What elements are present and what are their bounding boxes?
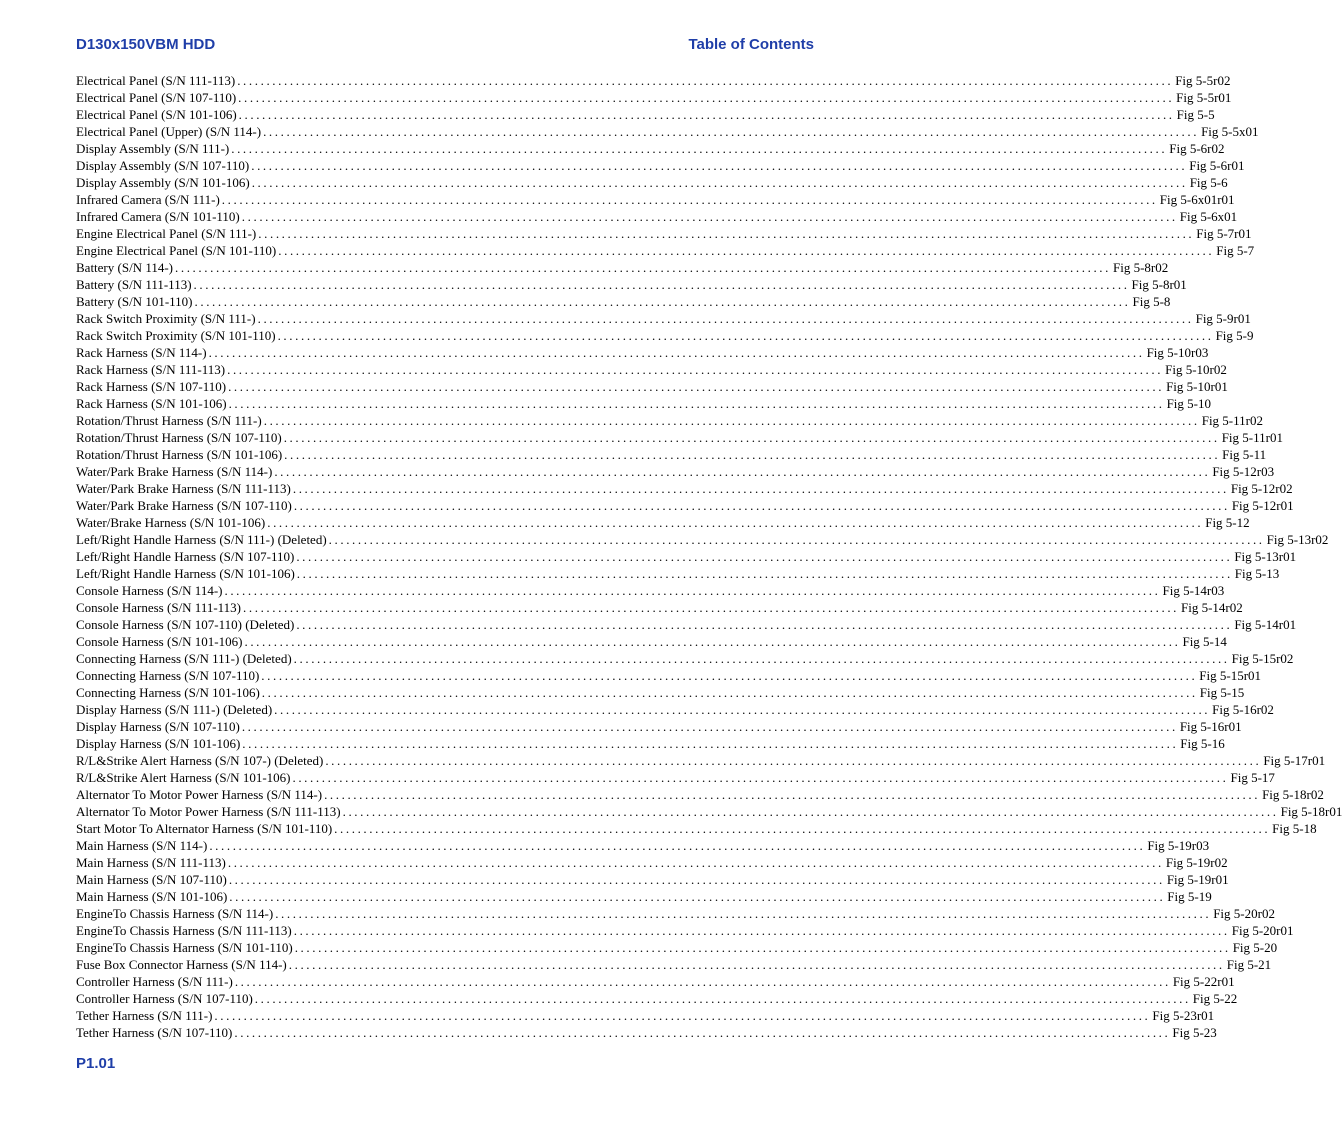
toc-entry[interactable] bbox=[76, 208, 1238, 225]
dot-leader: ................................................................................................................................................................ bbox=[263, 124, 1200, 139]
toc-entry-title: Controller Harness (S/N 107-110) bbox=[76, 991, 253, 1006]
toc-entry-figure-ref: Fig 5-19r01 bbox=[1166, 872, 1229, 887]
toc-entry-title: Battery (S/N 111-113) bbox=[76, 277, 192, 292]
toc-entry[interactable] bbox=[76, 157, 1245, 174]
toc-entry[interactable] bbox=[76, 429, 1283, 446]
toc-entry-figure-ref: Fig 5-17r01 bbox=[1263, 753, 1326, 768]
dot-leader: ................................................................................................................................................................ bbox=[263, 413, 1200, 428]
toc-entry[interactable] bbox=[76, 990, 1238, 1007]
toc-entry-title: Main Harness (S/N 111-113) bbox=[76, 855, 226, 870]
toc-entry-title: Main Harness (S/N 114-) bbox=[76, 838, 208, 853]
toc-entry[interactable] bbox=[76, 1024, 1217, 1041]
toc-entry-title: Electrical Panel (S/N 101-106) bbox=[76, 107, 237, 122]
toc-entry[interactable] bbox=[76, 667, 1262, 684]
toc-entry[interactable] bbox=[76, 548, 1297, 565]
toc-entry-figure-ref: Fig 5-13r01 bbox=[1234, 549, 1297, 564]
toc-entry-figure-ref: Fig 5-22r01 bbox=[1172, 974, 1235, 989]
toc-entry[interactable] bbox=[76, 242, 1255, 259]
dot-leader: ................................................................................................................................................................ bbox=[293, 651, 1230, 666]
dot-leader: ................................................................................................................................................................ bbox=[274, 464, 1211, 479]
toc-entry-title: EngineTo Chassis Harness (S/N 111-113) bbox=[76, 923, 292, 938]
toc-entry-title: Start Motor To Alternator Harness (S/N 101-110) bbox=[76, 821, 333, 836]
toc-entry-figure-ref: Fig 5-19r03 bbox=[1147, 838, 1210, 853]
toc-entry[interactable] bbox=[76, 140, 1225, 157]
dot-leader: ................................................................................................................................................................ bbox=[209, 838, 1146, 853]
toc-entry[interactable] bbox=[76, 72, 1231, 89]
toc-entry[interactable] bbox=[76, 412, 1263, 429]
toc-entry[interactable] bbox=[76, 684, 1245, 701]
toc-entry-title: Rack Harness (S/N 101-106) bbox=[76, 396, 227, 411]
toc-entry[interactable] bbox=[76, 123, 1259, 140]
dot-leader: ................................................................................................................................................................ bbox=[261, 668, 1198, 683]
toc-entry-title: Left/Right Handle Harness (S/N 101-106) bbox=[76, 566, 295, 581]
toc-entry-title: Fuse Box Connector Harness (S/N 114-) bbox=[76, 957, 287, 972]
toc-entry-title: Infrared Camera (S/N 111-) bbox=[76, 192, 220, 207]
dot-leader: ................................................................................................................................................................ bbox=[296, 566, 1233, 581]
toc-entry-title: Electrical Panel (S/N 111-113) bbox=[76, 73, 236, 88]
toc-entry-title: Display Assembly (S/N 101-106) bbox=[76, 175, 250, 190]
dot-leader: ................................................................................................................................................................ bbox=[254, 991, 1191, 1006]
toc-entry-figure-ref: Fig 5-23r01 bbox=[1152, 1008, 1215, 1023]
document-model-title: D130x150VBM HDD bbox=[76, 36, 216, 53]
dot-leader: ................................................................................................................................................................ bbox=[228, 872, 1165, 887]
toc-entry-figure-ref: Fig 5-14r01 bbox=[1234, 617, 1297, 632]
toc-entry[interactable] bbox=[76, 973, 1235, 990]
toc-entry[interactable] bbox=[76, 395, 1211, 412]
page-number: P1.01 bbox=[76, 1055, 116, 1072]
toc-entry[interactable] bbox=[76, 327, 1254, 344]
dot-leader: ................................................................................................................................................................ bbox=[241, 209, 1178, 224]
toc-entry-figure-ref: Fig 5-20r02 bbox=[1213, 906, 1275, 921]
toc-entry-title: Battery (S/N 114-) bbox=[76, 260, 173, 275]
toc-entry-title: EngineTo Chassis Harness (S/N 114-) bbox=[76, 906, 274, 921]
dot-leader: ................................................................................................................................................................ bbox=[324, 787, 1261, 802]
dot-leader: ................................................................................................................................................................ bbox=[228, 396, 1165, 411]
toc-entry-figure-ref: Fig 5-6r02 bbox=[1169, 141, 1225, 156]
toc-entry-figure-ref: Fig 5-14 bbox=[1182, 634, 1227, 649]
toc-entry[interactable] bbox=[76, 939, 1278, 956]
toc-entry-figure-ref: Fig 5-18r02 bbox=[1262, 787, 1324, 802]
toc-entry-title: Rack Harness (S/N 114-) bbox=[76, 345, 207, 360]
toc-entry-figure-ref: Fig 5-8 bbox=[1132, 294, 1171, 309]
toc-entry-figure-ref: Fig 5-11 bbox=[1222, 447, 1267, 462]
dot-leader: ................................................................................................................................................................ bbox=[214, 1008, 1151, 1023]
dot-leader: ................................................................................................................................................................ bbox=[292, 481, 1229, 496]
toc-entry-title: Infrared Camera (S/N 101-110) bbox=[76, 209, 240, 224]
toc-entry-figure-ref: Fig 5-5r01 bbox=[1176, 90, 1232, 105]
toc-entry-figure-ref: Fig 5-16r02 bbox=[1212, 702, 1274, 717]
toc-entry-title: Left/Right Handle Harness (S/N 107-110) bbox=[76, 549, 295, 564]
dot-leader: ................................................................................................................................................................ bbox=[288, 957, 1225, 972]
toc-entry[interactable] bbox=[76, 871, 1229, 888]
toc-entry[interactable] bbox=[76, 616, 1297, 633]
toc-entry[interactable] bbox=[76, 701, 1274, 718]
toc-entry-figure-ref: Fig 5-10r03 bbox=[1146, 345, 1209, 360]
dot-leader: ................................................................................................................................................................ bbox=[238, 107, 1175, 122]
toc-entry-title: Connecting Harness (S/N 107-110) bbox=[76, 668, 260, 683]
toc-entry-figure-ref: Fig 5-18r01 bbox=[1280, 804, 1342, 819]
toc-entry-figure-ref: Fig 5-15 bbox=[1199, 685, 1245, 700]
toc-entry-figure-ref: Fig 5-15r02 bbox=[1231, 651, 1294, 666]
toc-entry-figure-ref: Fig 5-17 bbox=[1230, 770, 1275, 785]
toc-entry[interactable] bbox=[76, 106, 1215, 123]
dot-leader: ................................................................................................................................................................ bbox=[293, 923, 1230, 938]
toc-entry-title: Main Harness (S/N 107-110) bbox=[76, 872, 227, 887]
toc-entry-figure-ref: Fig 5-21 bbox=[1226, 957, 1272, 972]
toc-entry-title: Rotation/Thrust Harness (S/N 107-110) bbox=[76, 430, 282, 445]
toc-entry-title: Rack Switch Proximity (S/N 101-110) bbox=[76, 328, 276, 343]
toc-entry-title: Console Harness (S/N 111-113) bbox=[76, 600, 242, 615]
toc-entry-figure-ref: Fig 5-14r02 bbox=[1181, 600, 1243, 615]
toc-entry-figure-ref: Fig 5-18 bbox=[1272, 821, 1317, 836]
toc-entry[interactable] bbox=[76, 599, 1243, 616]
toc-entry[interactable] bbox=[76, 854, 1228, 871]
toc-entry-figure-ref: Fig 5-15r01 bbox=[1199, 668, 1262, 683]
dot-leader: ................................................................................................................................................................ bbox=[283, 430, 1220, 445]
toc-entry[interactable] bbox=[76, 514, 1250, 531]
toc-entry-title: Rotation/Thrust Harness (S/N 111-) bbox=[76, 413, 262, 428]
toc-entry-figure-ref: Fig 5-16r01 bbox=[1179, 719, 1242, 734]
toc-entry[interactable] bbox=[76, 769, 1275, 786]
dot-leader: ................................................................................................................................................................ bbox=[328, 532, 1265, 547]
toc-entry[interactable] bbox=[76, 565, 1280, 582]
toc-entry[interactable] bbox=[76, 259, 1169, 276]
toc-entry-figure-ref: Fig 5-23 bbox=[1172, 1025, 1217, 1040]
toc-entry-title: Rotation/Thrust Harness (S/N 101-106) bbox=[76, 447, 283, 462]
toc-entry-figure-ref: Fig 5-20 bbox=[1232, 940, 1278, 955]
dot-leader: ................................................................................................................................................................ bbox=[292, 770, 1229, 785]
toc-entry-figure-ref: Fig 5-11r01 bbox=[1221, 430, 1283, 445]
dot-leader: ................................................................................................................................................................ bbox=[296, 549, 1233, 564]
toc-entry-figure-ref: Fig 5-8r02 bbox=[1113, 260, 1169, 275]
toc-entry[interactable] bbox=[76, 633, 1227, 650]
toc-entry-title: Display Harness (S/N 107-110) bbox=[76, 719, 240, 734]
toc-entry[interactable] bbox=[76, 293, 1171, 310]
dot-leader: ................................................................................................................................................................ bbox=[227, 855, 1164, 870]
dot-leader: ................................................................................................................................................................ bbox=[277, 328, 1214, 343]
toc-entry[interactable] bbox=[76, 905, 1275, 922]
dot-leader: ................................................................................................................................................................ bbox=[234, 1025, 1171, 1040]
toc-entry[interactable] bbox=[76, 89, 1232, 106]
dot-leader: ................................................................................................................................................................ bbox=[231, 141, 1168, 156]
toc-entry-title: Console Harness (S/N 101-106) bbox=[76, 634, 243, 649]
dot-leader: ................................................................................................................................................................ bbox=[278, 243, 1215, 258]
dot-leader: ................................................................................................................................................................ bbox=[244, 634, 1181, 649]
toc-entry-figure-ref: Fig 5-19 bbox=[1167, 889, 1212, 904]
toc-entry-figure-ref: Fig 5-13 bbox=[1234, 566, 1280, 581]
toc-entry-title: Water/Park Brake Harness (S/N 114-) bbox=[76, 464, 273, 479]
toc-entry-title: Rack Switch Proximity (S/N 111-) bbox=[76, 311, 256, 326]
toc-entry-title: EngineTo Chassis Harness (S/N 101-110) bbox=[76, 940, 293, 955]
dot-leader: ................................................................................................................................................................ bbox=[243, 600, 1180, 615]
toc-entry-title: Electrical Panel (S/N 107-110) bbox=[76, 90, 237, 105]
dot-leader: ................................................................................................................................................................ bbox=[293, 498, 1230, 513]
toc-entry-title: Alternator To Motor Power Harness (S/N 111-113) bbox=[76, 804, 341, 819]
toc-entry-title: Main Harness (S/N 101-106) bbox=[76, 889, 228, 904]
toc-entry[interactable] bbox=[76, 361, 1227, 378]
toc-entry-figure-ref: Fig 5-8r01 bbox=[1131, 277, 1187, 292]
toc-entry-title: Console Harness (S/N 107-110) (Deleted) bbox=[76, 617, 295, 632]
dot-leader: ................................................................................................................................................................ bbox=[294, 940, 1231, 955]
toc-entry-title: Display Harness (S/N 101-106) bbox=[76, 736, 241, 751]
toc-entry-figure-ref: Fig 5-10r01 bbox=[1166, 379, 1228, 394]
toc-entry-title: Console Harness (S/N 114-) bbox=[76, 583, 223, 598]
toc-entry-title: Rack Harness (S/N 111-113) bbox=[76, 362, 226, 377]
toc-entry-title: R/L&Strike Alert Harness (S/N 107-) (Deleted) bbox=[76, 753, 324, 768]
toc-entry-figure-ref: Fig 5-10r02 bbox=[1165, 362, 1227, 377]
toc-entry[interactable] bbox=[76, 446, 1267, 463]
toc-entry-title: Water/Brake Harness (S/N 101-106) bbox=[76, 515, 266, 530]
toc-entry[interactable] bbox=[76, 718, 1242, 735]
toc-entry-figure-ref: Fig 5-11r02 bbox=[1201, 413, 1263, 428]
toc-entry-title: Connecting Harness (S/N 101-106) bbox=[76, 685, 260, 700]
toc-entry[interactable] bbox=[76, 344, 1209, 361]
toc-entry-figure-ref: Fig 5-20r01 bbox=[1231, 923, 1294, 938]
toc-entry-title: Engine Electrical Panel (S/N 101-110) bbox=[76, 243, 277, 258]
toc-entry-title: Rack Harness (S/N 107-110) bbox=[76, 379, 227, 394]
dot-leader: ................................................................................................................................................................ bbox=[274, 702, 1211, 717]
toc-entry-title: Water/Park Brake Harness (S/N 111-113) bbox=[76, 481, 291, 496]
section-title: Table of Contents bbox=[688, 36, 814, 53]
toc-entry-figure-ref: Fig 5-5r02 bbox=[1175, 73, 1231, 88]
toc-entry[interactable] bbox=[76, 480, 1293, 497]
toc-entry-figure-ref: Fig 5-22 bbox=[1192, 991, 1238, 1006]
dot-leader: ................................................................................................................................................................ bbox=[175, 260, 1111, 275]
toc-entry[interactable] bbox=[76, 191, 1235, 208]
dot-leader: ................................................................................................................................................................ bbox=[224, 583, 1161, 598]
dot-leader: ................................................................................................................................................................ bbox=[234, 974, 1171, 989]
toc-entry[interactable] bbox=[76, 888, 1212, 905]
toc-entry-figure-ref: Fig 5-12 bbox=[1205, 515, 1250, 530]
toc-entry-title: Display Assembly (S/N 107-110) bbox=[76, 158, 250, 173]
toc-entry-title: Left/Right Handle Harness (S/N 111-) (Deleted) bbox=[76, 532, 327, 547]
toc-entry-figure-ref: Fig 5-5 bbox=[1176, 107, 1215, 122]
dot-leader: ................................................................................................................................................................ bbox=[261, 685, 1198, 700]
toc-entry-figure-ref: Fig 5-10 bbox=[1166, 396, 1211, 411]
toc-entry[interactable] bbox=[76, 735, 1225, 752]
dot-leader: ................................................................................................................................................................ bbox=[208, 345, 1145, 360]
toc-entry-title: R/L&Strike Alert Harness (S/N 101-106) bbox=[76, 770, 291, 785]
toc-entry[interactable] bbox=[76, 174, 1228, 191]
toc-entry-title: Alternator To Motor Power Harness (S/N 114-) bbox=[76, 787, 323, 802]
dot-leader: ................................................................................................................................................................ bbox=[267, 515, 1204, 530]
toc-entry-title: Electrical Panel (Upper) (S/N 114-) bbox=[76, 124, 262, 139]
toc-entry-figure-ref: Fig 5-6r01 bbox=[1189, 158, 1245, 173]
dot-leader: ................................................................................................................................................................ bbox=[275, 906, 1212, 921]
toc-entry[interactable] bbox=[76, 837, 1210, 854]
dot-leader: ................................................................................................................................................................ bbox=[334, 821, 1271, 836]
toc-entry-title: Battery (S/N 101-110) bbox=[76, 294, 193, 309]
dot-leader: ................................................................................................................................................................ bbox=[342, 804, 1279, 819]
dot-leader: ................................................................................................................................................................ bbox=[258, 226, 1195, 241]
dot-leader: ................................................................................................................................................................ bbox=[325, 753, 1262, 768]
toc-entry-title: Tether Harness (S/N 111-) bbox=[76, 1008, 213, 1023]
dot-leader: ................................................................................................................................................................ bbox=[296, 617, 1233, 632]
toc-entry-figure-ref: Fig 5-6 bbox=[1189, 175, 1228, 190]
toc-entry-figure-ref: Fig 5-7 bbox=[1216, 243, 1255, 258]
toc-entry[interactable] bbox=[76, 378, 1228, 395]
dot-leader: ................................................................................................................................................................ bbox=[242, 736, 1179, 751]
toc-entry[interactable] bbox=[76, 786, 1324, 803]
dot-leader: ................................................................................................................................................................ bbox=[227, 362, 1164, 377]
toc-entry-title: Display Harness (S/N 111-) (Deleted) bbox=[76, 702, 273, 717]
toc-entry-figure-ref: Fig 5-7r01 bbox=[1196, 226, 1252, 241]
toc-entry-title: Tether Harness (S/N 107-110) bbox=[76, 1025, 233, 1040]
dot-leader: ................................................................................................................................................................ bbox=[238, 90, 1175, 105]
dot-leader: ................................................................................................................................................................ bbox=[237, 73, 1174, 88]
dot-leader: ................................................................................................................................................................ bbox=[251, 175, 1188, 190]
toc-entry[interactable] bbox=[76, 1007, 1215, 1024]
toc-entry-figure-ref: Fig 5-19r02 bbox=[1165, 855, 1228, 870]
toc-entry-title: Water/Park Brake Harness (S/N 107-110) bbox=[76, 498, 292, 513]
toc-entry[interactable] bbox=[76, 531, 1329, 548]
toc-entry[interactable] bbox=[76, 225, 1252, 242]
toc-entry-title: Controller Harness (S/N 111-) bbox=[76, 974, 233, 989]
toc-entry[interactable] bbox=[76, 310, 1251, 327]
toc-entry-figure-ref: Fig 5-12r01 bbox=[1231, 498, 1294, 513]
dot-leader: ................................................................................................................................................................ bbox=[251, 158, 1188, 173]
toc-entry-figure-ref: Fig 5-14r03 bbox=[1162, 583, 1225, 598]
dot-leader: ................................................................................................................................................................ bbox=[229, 889, 1166, 904]
toc-entry-figure-ref: Fig 5-12r03 bbox=[1212, 464, 1275, 479]
table-of-contents bbox=[76, 72, 1342, 1041]
dot-leader: ................................................................................................................................................................ bbox=[284, 447, 1221, 462]
toc-entry[interactable] bbox=[76, 956, 1272, 973]
toc-entry-figure-ref: Fig 5-13r02 bbox=[1266, 532, 1329, 547]
toc-entry[interactable] bbox=[76, 922, 1294, 939]
toc-entry-figure-ref: Fig 5-12r02 bbox=[1230, 481, 1293, 496]
toc-entry-title: Connecting Harness (S/N 111-) (Deleted) bbox=[76, 651, 292, 666]
dot-leader: ................................................................................................................................................................ bbox=[194, 294, 1131, 309]
toc-entry-figure-ref: Fig 5-5x01 bbox=[1201, 124, 1259, 139]
toc-entry[interactable] bbox=[76, 650, 1294, 667]
dot-leader: ................................................................................................................................................................ bbox=[228, 379, 1165, 394]
toc-entry[interactable] bbox=[76, 276, 1187, 293]
dot-leader: ................................................................................................................................................................ bbox=[193, 277, 1130, 292]
toc-entry-figure-ref: Fig 5-6x01r01 bbox=[1159, 192, 1235, 207]
toc-entry[interactable] bbox=[76, 752, 1326, 769]
toc-entry-title: Engine Electrical Panel (S/N 111-) bbox=[76, 226, 257, 241]
toc-entry-figure-ref: Fig 5-9 bbox=[1215, 328, 1254, 343]
toc-entry[interactable] bbox=[76, 820, 1317, 837]
dot-leader: ................................................................................................................................................................ bbox=[257, 311, 1194, 326]
toc-entry-title: Display Assembly (S/N 111-) bbox=[76, 141, 230, 156]
toc-entry[interactable] bbox=[76, 803, 1342, 820]
dot-leader: ................................................................................................................................................................ bbox=[221, 192, 1158, 207]
toc-entry-figure-ref: Fig 5-9r01 bbox=[1195, 311, 1251, 326]
toc-entry[interactable] bbox=[76, 463, 1275, 480]
toc-entry[interactable] bbox=[76, 497, 1294, 514]
toc-entry[interactable] bbox=[76, 582, 1225, 599]
toc-entry-figure-ref: Fig 5-6x01 bbox=[1179, 209, 1238, 224]
dot-leader: ................................................................................................................................................................ bbox=[241, 719, 1178, 734]
toc-entry-figure-ref: Fig 5-16 bbox=[1180, 736, 1225, 751]
